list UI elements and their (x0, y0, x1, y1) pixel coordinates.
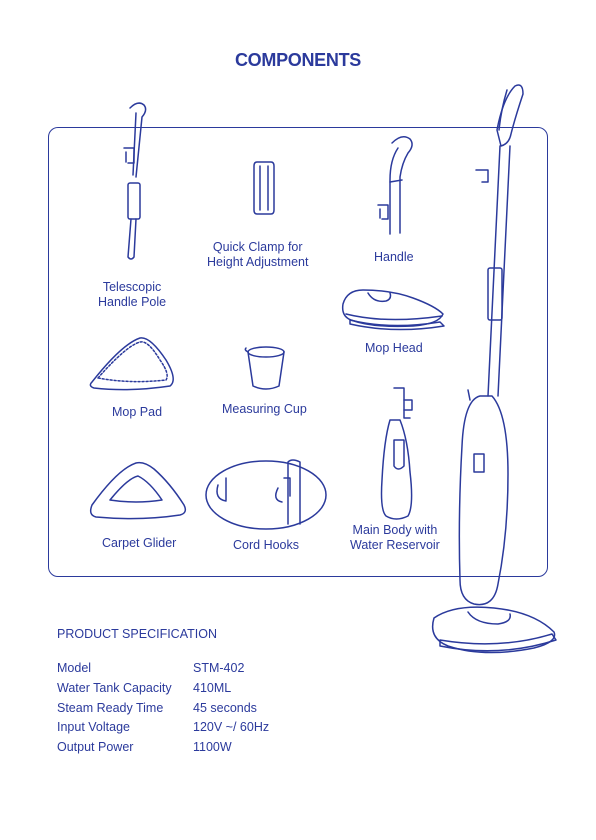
spec-label: Output Power (57, 740, 134, 754)
label-cord-hooks: Cord Hooks (233, 538, 299, 552)
mop-head-illustration (343, 290, 444, 330)
spec-label: Water Tank Capacity (57, 681, 172, 695)
spec-value: STM-402 (193, 661, 245, 675)
assembled-steam-mop-illustration (433, 85, 556, 653)
spec-label: Model (57, 661, 92, 675)
telescopic-pole-illustration (124, 103, 146, 259)
label-measuring-cup: Measuring Cup (222, 402, 307, 416)
label-telescopic-pole: Telescopic Handle Pole (98, 280, 167, 309)
spec-value: 45 seconds (193, 701, 257, 715)
label-main-body: Main Body with Water Reservoir (350, 523, 440, 552)
carpet-glider-illustration (91, 463, 186, 519)
spec-value: 410ML (193, 681, 232, 695)
spec-value: 1100W (193, 740, 232, 754)
spec-value: 120V ~/ 60Hz (193, 720, 270, 734)
page-title: COMPONENTS (234, 50, 361, 70)
label-mop-pad: Mop Pad (112, 405, 163, 419)
measuring-cup-illustration (245, 347, 284, 389)
handle-illustration (378, 137, 412, 234)
quick-clamp-illustration (254, 162, 274, 214)
main-body-illustration (382, 388, 413, 519)
label-mop-head: Mop Head (365, 341, 423, 355)
label-quick-clamp: Quick Clamp for Height Adjustment (207, 240, 309, 269)
label-handle: Handle (374, 250, 414, 264)
spec-label: Steam Ready Time (57, 701, 164, 715)
cord-hooks-illustration (206, 460, 326, 529)
spec-label: Input Voltage (57, 720, 130, 734)
label-carpet-glider: Carpet Glider (102, 536, 177, 550)
spec-title: PRODUCT SPECIFICATION (57, 627, 217, 641)
mop-pad-illustration (90, 338, 173, 390)
